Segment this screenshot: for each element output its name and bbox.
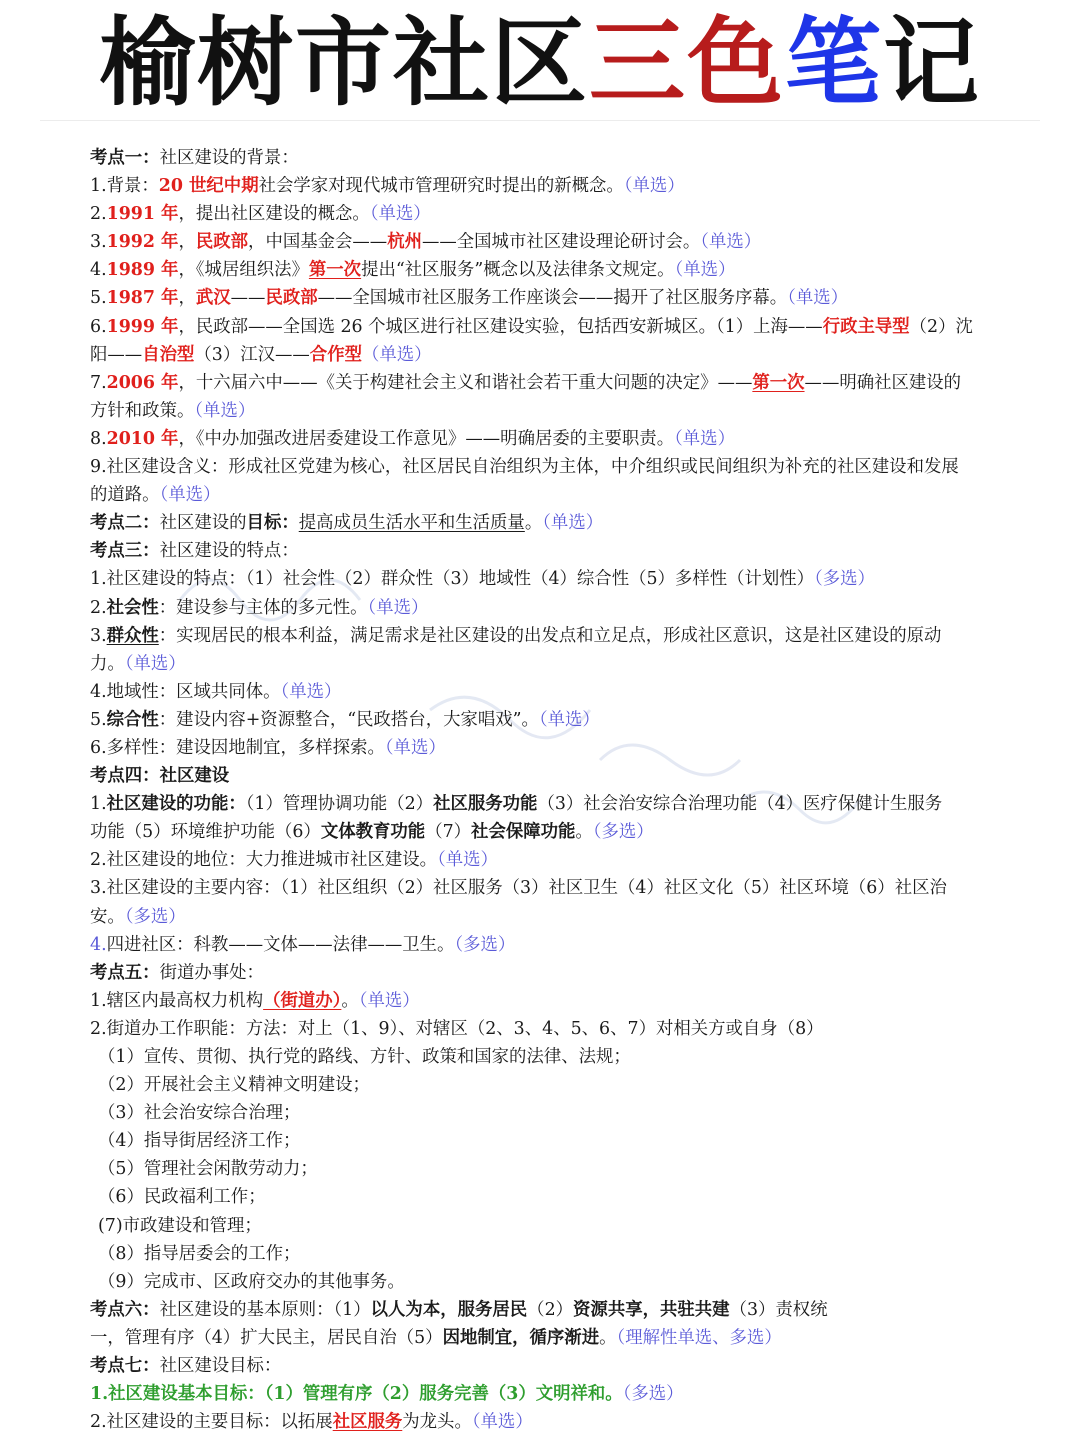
note-line: [90, 425, 1038, 453]
note-line: [90, 453, 1038, 481]
note-line: [90, 1324, 1038, 1352]
question-type-tag: （理解性单选、多选）: [616, 1327, 782, 1348]
note-text: （3）社会治安综合治理功能（4）医疗保健计生服务: [537, 794, 943, 815]
note-text: 5.: [90, 709, 107, 730]
note-text: 提高成员生活水平和生活质量: [298, 513, 525, 534]
note-text: （2）开展社会主义精神文明建设；: [98, 1075, 370, 1096]
note-text: 9.社区建设含义：形成社区党建为核心，社区居民自治组织为主体，中介组织或民间组织为补充的社区建设和发展: [90, 457, 959, 478]
note-text: 社区建设目标：: [159, 1356, 282, 1377]
note-text: 2.: [90, 204, 107, 225]
note-text: 方针和政策。: [90, 400, 195, 421]
question-type-tag: （单选）: [674, 260, 736, 281]
note-line: [90, 1127, 1038, 1155]
note-text: 社区建设的基本原则：（1）: [159, 1299, 371, 1320]
note-line: [90, 903, 1038, 931]
note-line: [90, 790, 1038, 818]
note-text: ：建设内容+资源整合，“民政搭台，大家唱戏”。: [158, 709, 539, 730]
note-text: 。: [575, 822, 593, 843]
note-text: 为龙头。: [402, 1412, 472, 1433]
note-text: 考点一：: [90, 148, 160, 168]
note-line: [90, 200, 1038, 228]
note-text: 2010 年: [106, 428, 179, 449]
note-line: [90, 678, 1038, 706]
note-line: [90, 1268, 1038, 1296]
note-line: [90, 706, 1038, 734]
note-text: ——全国城市社区服务工作座谈会——揭开了社区服务序幕。: [317, 288, 788, 309]
question-type-tag: （多选）: [124, 906, 186, 927]
note-text: 社区建设的功能：: [106, 794, 246, 815]
note-line: [90, 341, 1038, 369]
note-line: [90, 1408, 1038, 1436]
note-text: 7.: [90, 372, 107, 393]
question-type-tag: （单选）: [787, 288, 849, 309]
question-type-tag: （单选）: [361, 344, 432, 365]
note-line: [90, 1380, 1038, 1408]
note-text: 街道办事处：: [159, 962, 264, 983]
note-text: （3）责权统: [729, 1299, 828, 1320]
note-text: 2.社区建设的地位：大力推进城市社区建设。: [90, 850, 438, 871]
note-line: [90, 1071, 1038, 1099]
question-type-tag: （单选）: [471, 1412, 533, 1433]
note-text: 功能（5）环境维护功能（6）: [90, 822, 321, 843]
note-line: [90, 734, 1038, 762]
note-text: 群众性: [106, 625, 159, 646]
note-text: 2006 年: [106, 372, 179, 393]
note-text: 1999 年: [106, 316, 179, 337]
note-text: （街道办）: [263, 990, 342, 1011]
note-text: 1.: [90, 794, 107, 815]
note-text: 武汉: [195, 288, 231, 309]
question-type-tag: （单选）: [437, 850, 498, 871]
note-line: [90, 931, 1038, 959]
note-text: 3.: [90, 625, 107, 646]
note-text: 社区建设的特点：: [159, 541, 299, 562]
note-text: 考点五：: [90, 962, 160, 983]
note-text: 社区建设的: [159, 513, 247, 534]
note-text: 1.辖区内最高权力机构: [90, 990, 264, 1011]
note-text: 1.社区建设基本目标：（1）管理有序（2）服务完善（3）文明祥和。: [90, 1384, 623, 1405]
note-text: 因地制宜，循序渐进: [442, 1327, 600, 1348]
note-text: 自治型: [142, 344, 195, 365]
note-text: 民政部: [265, 288, 318, 309]
note-text: ，十六届六中——《关于构建社会主义和谐社会若干重大问题的决定》——: [178, 372, 753, 393]
note-line: [90, 509, 1038, 537]
note-text: 社区建设的背景：: [159, 148, 299, 168]
note-text: 2.: [90, 597, 107, 618]
note-text: 2.社区建设的主要目标：以拓展: [90, 1412, 333, 1433]
note-line: [90, 762, 1038, 790]
note-text: 行政主导型: [822, 316, 910, 337]
note-text: 四进社区：科教——文体——法律——卫生。: [106, 934, 455, 955]
note-text: 2.街道办工作职能：方法：对上（1、9）、对辖区（2、3、4、5、6、7）对相关方或自身（8）: [90, 1018, 824, 1039]
question-type-tag: （单选）: [159, 485, 221, 506]
note-text: (7)市政建设和管理；: [98, 1215, 262, 1236]
note-text: 3.: [90, 232, 107, 253]
question-type-tag: （单选）: [538, 709, 600, 730]
question-type-tag: （多选）: [592, 822, 654, 843]
question-type-tag: （单选）: [124, 653, 186, 674]
note-text: （1）管理协调功能（2）: [245, 794, 434, 815]
page-title: [0, 4, 1080, 122]
note-line: [90, 818, 1038, 846]
question-type-tag: （单选）: [674, 428, 735, 449]
question-type-tag: （单选）: [384, 737, 446, 758]
note-text: 文体教育功能: [320, 822, 426, 843]
note-text: 。: [599, 1327, 617, 1348]
question-type-tag: （单选）: [369, 204, 431, 225]
note-text: 第一次: [752, 372, 805, 393]
question-type-tag: （单选）: [367, 597, 429, 618]
note-text: 阳——: [90, 344, 143, 365]
note-text: 20 世纪中期: [158, 176, 259, 197]
note-text: 社会学家对现代城市管理研究时提出的新概念。: [258, 176, 624, 197]
note-line: [90, 284, 1038, 312]
note-text: ——明确社区建设的: [804, 372, 962, 393]
note-text: 社区服务功能: [433, 794, 538, 815]
title-part-4: 记: [883, 7, 981, 119]
note-text: ——全国城市社区建设理论研讨会。: [421, 232, 701, 253]
note-text: 第一次: [308, 260, 362, 281]
note-text: 6.多样性：建设因地制宜，多样探索。: [90, 737, 385, 758]
title-part-2: 三色: [589, 7, 785, 119]
note-text: 社会性: [106, 597, 159, 618]
note-line: [90, 622, 1038, 650]
note-text: 社区服务: [332, 1412, 403, 1433]
note-line: [90, 1352, 1038, 1380]
note-line: [90, 228, 1038, 256]
note-line: [90, 1015, 1038, 1043]
note-text: 4.地域性：区域共同体。: [90, 681, 281, 702]
note-text: （3）社会治安综合治理；: [98, 1103, 301, 1124]
note-text: （8）指导居委会的工作；: [98, 1243, 301, 1264]
note-text: （2）沈: [909, 316, 973, 337]
note-line: [90, 650, 1038, 678]
note-line: [90, 1183, 1038, 1211]
note-line: [90, 1155, 1038, 1183]
note-text: 1991 年: [106, 204, 179, 225]
note-line: [90, 987, 1038, 1015]
question-type-tag: （多选）: [814, 569, 875, 590]
note-line: [90, 537, 1038, 565]
note-text: （2）: [527, 1299, 574, 1320]
note-line: [90, 874, 1038, 902]
question-type-tag: 4.: [90, 934, 107, 955]
note-line: [90, 565, 1038, 593]
note-text: （4）指导街居经济工作；: [98, 1131, 301, 1152]
note-text: （7）: [425, 822, 472, 843]
note-text: ，民政部——全国选 26 个城区进行社区建设实验，包括西安新城区。（1）上海——: [178, 316, 823, 337]
note-line: [90, 594, 1038, 622]
note-line: [90, 1043, 1038, 1071]
note-text: 杭州: [387, 232, 422, 253]
note-line: [90, 1212, 1038, 1240]
note-text: 的道路。: [90, 485, 160, 506]
question-type-tag: （单选）: [623, 176, 685, 197]
note-text: 3.社区建设的主要内容：（1）社区组织（2）社区服务（3）社区卫生（4）社区文化（5）社区环境（6）社区治: [90, 878, 947, 899]
note-text: 合作型: [309, 344, 362, 365]
note-text: 考点六：: [90, 1299, 160, 1320]
note-text: 考点七：: [90, 1356, 160, 1377]
note-text: ，提出社区建设的概念。: [178, 204, 370, 225]
note-text: 以人为本，服务居民: [370, 1299, 528, 1320]
note-body: [90, 144, 1038, 1436]
note-text: 综合性: [106, 709, 159, 730]
question-type-tag: （多选）: [622, 1384, 684, 1405]
note-text: 6.: [90, 316, 107, 337]
note-text: ，《城居组织法》: [178, 260, 309, 281]
note-text: ：实现居民的根本利益，满足需求是社区建设的出发点和立足点，形成社区意识，这是社区建设的原动: [158, 625, 942, 646]
note-text: 4.: [90, 260, 107, 281]
note-text: ，: [178, 288, 196, 309]
note-text: 社会保障功能: [471, 822, 576, 843]
note-text: （3）江汉——: [194, 344, 310, 365]
note-text: （1）宣传、贯彻、执行党的路线、方针、政策和国家的法律、法规；: [98, 1047, 631, 1067]
note-text: 1989 年: [106, 260, 179, 281]
note-line: [90, 313, 1038, 341]
note-text: 5.: [90, 288, 107, 309]
title-divider: [40, 120, 1040, 121]
note-text: 1.背景：: [90, 176, 159, 197]
note-line: [90, 846, 1038, 874]
note-text: ，: [178, 232, 196, 253]
note-line: [90, 172, 1038, 200]
question-type-tag: （单选）: [194, 400, 256, 421]
note-text: 1.社区建设的特点：（1）社会性（2）群众性（3）地域性（4）综合性（5）多样性（计划性）: [90, 569, 815, 590]
note-text: 提出“社区服务”概念以及法律条文规定。: [361, 260, 675, 281]
note-line: [90, 1296, 1038, 1324]
question-type-tag: （多选）: [454, 934, 516, 955]
note-text: 民政部: [195, 232, 249, 253]
note-line: [90, 1099, 1038, 1127]
question-type-tag: （单选）: [280, 681, 342, 702]
note-text: ：建设参与主体的多元性。: [158, 597, 368, 618]
note-line: [90, 256, 1038, 284]
title-part-3: 笔: [785, 7, 883, 119]
question-type-tag: （单选）: [358, 990, 420, 1011]
question-type-tag: （单选）: [700, 232, 762, 253]
note-text: ——: [230, 288, 266, 309]
note-text: （5）管理社会闲散劳动力；: [98, 1159, 318, 1180]
note-text: 考点四：社区建设: [90, 766, 230, 787]
note-text: 1992 年: [106, 232, 179, 253]
title-part-1: 榆树市社区: [99, 7, 589, 119]
note-text: 目标：: [246, 513, 299, 534]
note-text: （9）完成市、区政府交办的其他事务。: [98, 1271, 405, 1292]
note-text: ，《中办加强改进居委建设工作意见》——明确居委的主要职责。: [178, 428, 675, 449]
note-text: 一，管理有序（4）扩大民主，居民自治（5）: [90, 1327, 443, 1348]
question-type-tag: （单选）: [542, 513, 604, 534]
note-line: [90, 959, 1038, 987]
note-text: 安。: [90, 906, 125, 927]
note-line: [90, 144, 1038, 172]
note-line: [90, 481, 1038, 509]
note-text: 。: [524, 513, 543, 534]
note-text: 资源共享，共驻共建: [573, 1299, 730, 1320]
note-text: 8.: [90, 428, 107, 449]
note-text: 。: [341, 990, 359, 1011]
note-text: ，中国基金会——: [248, 232, 388, 253]
note-text: 力。: [90, 653, 125, 674]
note-text: 1987 年: [106, 288, 179, 309]
note-text: 考点二：: [90, 513, 160, 534]
note-text: （6）民政福利工作；: [98, 1187, 266, 1208]
note-line: [90, 1240, 1038, 1268]
note-text: 考点三：: [90, 541, 160, 562]
note-line: [90, 397, 1038, 425]
note-line: [90, 369, 1038, 397]
